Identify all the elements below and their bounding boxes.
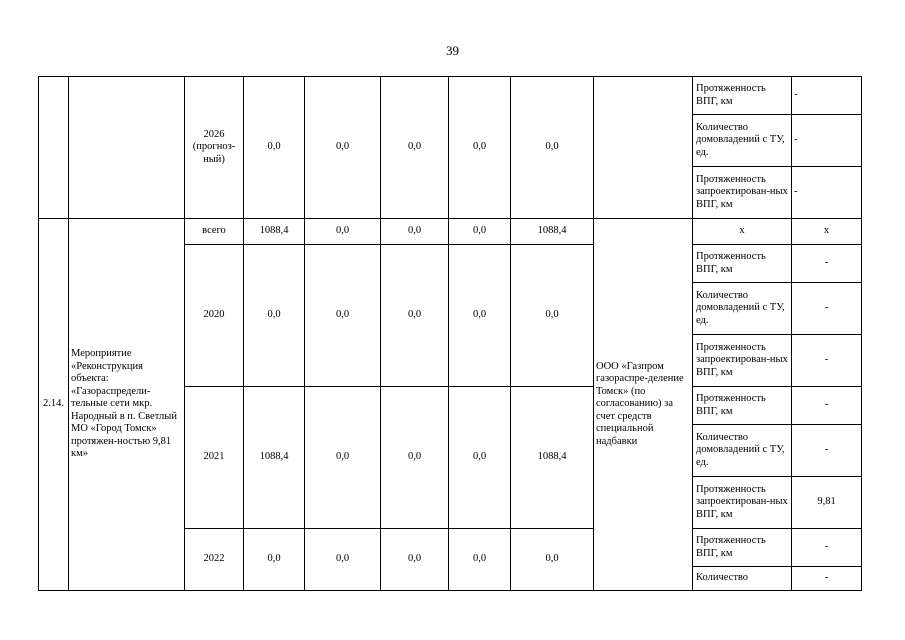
indicator-value: - — [792, 425, 862, 477]
budget-table — [38, 76, 862, 591]
executor-cell — [594, 77, 693, 219]
value-cell: 1088,4 — [511, 387, 594, 529]
indicator-label: Протяженность запроектирован-ных ВПГ, км — [693, 335, 792, 387]
value-cell: 0,0 — [449, 219, 511, 245]
year-cell: 2022 — [185, 529, 244, 591]
value-cell: 1088,4 — [511, 219, 594, 245]
value-cell: 1088,4 — [244, 219, 305, 245]
year-cell: 2026 (прогноз-ный) — [185, 77, 244, 219]
number-cell: 2.14. — [39, 219, 69, 591]
indicator-label: Протяженность ВПГ, км — [693, 529, 792, 567]
indicator-label: Протяженность запроектирован-ных ВПГ, км — [693, 167, 792, 219]
year-cell: 2020 — [185, 245, 244, 387]
year-cell: 2021 — [185, 387, 244, 529]
value-cell: 0,0 — [449, 245, 511, 387]
indicator-label: Протяженность ВПГ, км — [693, 245, 792, 283]
year-cell: всего — [185, 219, 244, 245]
value-cell: 1088,4 — [244, 387, 305, 529]
indicator-value: х — [792, 219, 862, 245]
indicator-label: Количество домовладений с ТУ, ед. — [693, 115, 792, 167]
indicator-value: - — [792, 167, 862, 219]
indicator-label: Протяженность ВПГ, км — [693, 387, 792, 425]
indicator-label: Протяженность ВПГ, км — [693, 77, 792, 115]
value-cell: 0,0 — [511, 245, 594, 387]
budget-table-frame — [38, 76, 861, 594]
indicator-value: - — [792, 529, 862, 567]
indicator-label: Протяженность запроектирован-ных ВПГ, км — [693, 477, 792, 529]
value-cell: 0,0 — [449, 77, 511, 219]
value-cell: 0,0 — [244, 77, 305, 219]
value-cell: 0,0 — [305, 219, 381, 245]
indicator-value: - — [792, 283, 862, 335]
indicator-label: Количество домовладений с ТУ, ед. — [693, 425, 792, 477]
value-cell: 0,0 — [381, 219, 449, 245]
value-cell: 0,0 — [381, 245, 449, 387]
value-cell: 0,0 — [511, 77, 594, 219]
value-cell: 0,0 — [511, 529, 594, 591]
value-cell: 0,0 — [449, 529, 511, 591]
indicator-label: Количество — [693, 567, 792, 591]
table-row — [39, 219, 862, 245]
value-cell: 0,0 — [381, 387, 449, 529]
value-cell: 0,0 — [305, 387, 381, 529]
indicator-value: - — [792, 115, 862, 167]
indicator-label: Количество домовладений с ТУ, ед. — [693, 283, 792, 335]
value-cell: 0,0 — [381, 529, 449, 591]
value-cell: 0,0 — [244, 529, 305, 591]
value-cell: 0,0 — [305, 529, 381, 591]
value-cell: 0,0 — [305, 245, 381, 387]
value-cell: 0,0 — [449, 387, 511, 529]
value-cell: 0,0 — [305, 77, 381, 219]
page-number: 39 — [446, 43, 459, 58]
indicator-value: - — [792, 567, 862, 591]
indicator-label: х — [693, 219, 792, 245]
name-cell — [69, 77, 185, 219]
indicator-value: - — [792, 335, 862, 387]
indicator-value: 9,81 — [792, 477, 862, 529]
indicator-value: - — [792, 77, 862, 115]
number-cell — [39, 77, 69, 219]
name-cell: Мероприятие «Реконструкция объекта: «Газораспредели-тельные сети мкр. Народный в п. Светлый МО «Город Томск» протяжен-ностью 9,81 км» — [69, 219, 185, 591]
executor-cell: ООО «Газпром газораспре-деление Томск» (по согласованию) за счет средств специальной надбавки — [594, 219, 693, 591]
indicator-value: - — [792, 245, 862, 283]
table-row — [39, 77, 862, 115]
value-cell: 0,0 — [244, 245, 305, 387]
value-cell: 0,0 — [381, 77, 449, 219]
indicator-value: - — [792, 387, 862, 425]
